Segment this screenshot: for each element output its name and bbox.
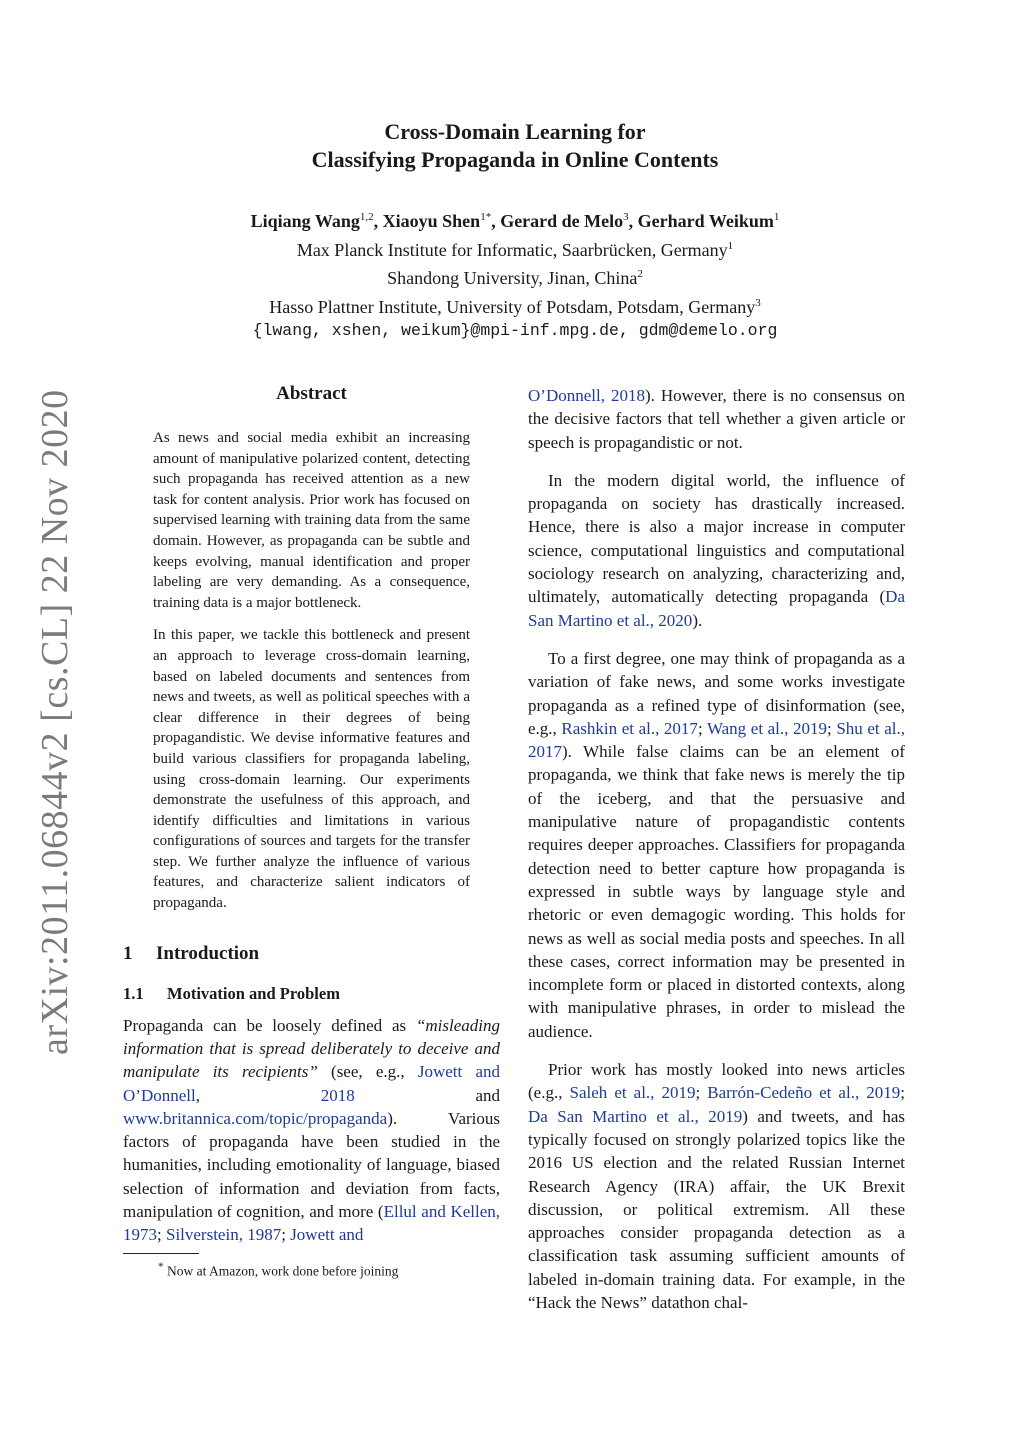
citation-link[interactable]: Da San Martino et al., 2019 bbox=[528, 1106, 743, 1126]
citation-link[interactable]: Ellul and Kellen, 1973 bbox=[123, 1202, 501, 1245]
affiliation-sup: 2 bbox=[637, 268, 643, 280]
intro-paragraph-3: To a first degree, one may think of propaganda as a variation of fake news, and some works investigate propaganda as a refined type of disinformation (see, e.g., Rashkin et al., 2017; Wang et al., 2019; Shu et al., 2017). While false claims can be an element of propaganda, we think that fake news is merely the tip of the iceberg, and that the persuasive and manipulative nature of propagandistic contents requires deeper approaches. Classifiers for propaganda detection need to better capture how propaganda is expressed in subtle ways by language style and rhetoric or even demagogic wording. This holds for news as well as social media posts and speeches. In all these cases, correct information may be presented in incomplete form or placed in distorted contexts, along with manipulative phrases, in order to mislead the audience. bbox=[528, 648, 906, 1041]
affiliation-text: Shandong University, Jinan, China bbox=[387, 268, 638, 288]
intro-paragraph-4: Prior work has mostly looked into news articles (e.g., Saleh et al., 2019; Barrón-Cedeño et al., 2019; Da San Martino et al., 2019) and tweets, and has typically focused on strongly polarized topics like the 2016 US election and the related Russian Internet Research Agency (IRA) affair, the UK Brexit discussion, or political extremism. All these approaches consider propaganda detection as a classification task assuming sufficient amounts of labeled in-domain training data. For example, in the “Hack the News” datathon chal- bbox=[528, 1060, 906, 1312]
citation-link[interactable]: Rashkin et al., 2017 bbox=[561, 718, 698, 738]
affiliation-text: Hasso Plattner Institute, University of Potsdam, Potsdam, Germany bbox=[269, 296, 756, 317]
abstract-paragraph-1: As news and social media exhibit an increasing amount of manipulative polarized content, detecting such propaganda has received attention as a new task for content analysis. Prior work has focused on supervised learning with training data from the same domain. However, as propaganda can be subtle and keeps evolving, manual identification and proper labeling are very demanding. As a consequence, training data is a major bottleneck. bbox=[153, 430, 470, 611]
abstract-paragraph-2: In this paper, we tackle this bottleneck and present an approach to leverage cross-domain learning, based on labeled documents and sentences from news and tweets, as well as political speeches with a clear difference in their degrees of being propagandistic. We devise informative features and build various classifiers for propaganda labeling, using cross-domain learning. Our experiments demonstrate the usefulness of this approach, and identify difficulties and limitations in various configurations of sources and targets for the transfer step. We further analyze the influence of various features, and characterize salient indicators of propaganda. bbox=[153, 627, 470, 912]
subsection-number: 1.1 bbox=[123, 983, 144, 1003]
citation-link[interactable]: Da San Martino et al., 2020 bbox=[528, 587, 905, 630]
author-affil-sup: 1,2 bbox=[359, 211, 374, 223]
footnote-marker: * bbox=[485, 211, 492, 223]
citation-link[interactable]: Barrón-Cedeño et al., 2019 bbox=[707, 1083, 901, 1103]
subsection-heading bbox=[123, 982, 500, 1006]
propaganda-definition-quote: “misleading information that is spread deliberately to deceive and manipulate its recipients” bbox=[123, 1015, 500, 1082]
left-column bbox=[123, 380, 500, 1280]
citation-link[interactable]: O’Donnell, 2018 bbox=[528, 386, 645, 405]
title-line-1: Cross-Domain Learning for bbox=[384, 119, 646, 144]
affiliation-1 bbox=[0, 234, 1024, 263]
author-affil-sup: 1 bbox=[480, 211, 486, 223]
citation-link[interactable]: Jowett and O’Donnell bbox=[123, 1062, 500, 1105]
intro-paragraph-1-continued: O’Donnell, 2018). However, there is no consensus on the decisive factors that tell whether a given article or speech is propagandistic or not. bbox=[528, 386, 905, 452]
citation-link[interactable]: Wang et al., 2019 bbox=[706, 718, 827, 738]
author-affil-sup: 1 bbox=[773, 211, 780, 223]
affiliation-2 bbox=[0, 262, 1024, 291]
affiliation-3 bbox=[0, 291, 1024, 320]
right-column bbox=[528, 384, 905, 1314]
author-emails: {lwang, xshen, weikum}@mpi-inf.mpg.de, gdm@demelo.org bbox=[252, 321, 778, 340]
intro-paragraph-1: Propaganda can be loosely defined as “misleading information that is spread deliberately to deceive and manipulate its recipients” (see, e.g., Jowett and O’Donnell, 2018 and www.britannica.com/topic/propaganda). Various factors of propaganda have been studied in the humanities, including emotionality of language, biased selection of information and deviation from facts, manipulation of cognition, and more (Ellul and Kellen, 1973; Silverstein, 1987; Jowett and bbox=[123, 1015, 501, 1245]
subsection-title: Motivation and Problem bbox=[167, 983, 340, 1003]
author-affil-sup: 3 bbox=[623, 211, 629, 223]
footnote-text: Now at Amazon, work done before joining bbox=[167, 1263, 399, 1279]
citation-link[interactable]: Saleh et al., 2019 bbox=[569, 1083, 696, 1103]
title-line-2: Classifying Propaganda in Online Contents bbox=[311, 147, 719, 172]
section-number: 1 bbox=[123, 942, 133, 964]
section-title: Introduction bbox=[156, 942, 260, 964]
arxiv-side-stamp: arXiv:2011.06844v2 [cs.CL] 22 Nov 2020 bbox=[34, 389, 76, 1055]
intro-paragraph-2: In the modern digital world, the influence of propaganda on society has drastically increased. Hence, there is also a major increase in computer science, computational linguistics and computational sociology research on analyzing, characterizing and, ultimately, automatically detecting propaganda (Da San Martino et al., 2020). bbox=[528, 470, 905, 630]
citation-link[interactable]: Jowett and bbox=[290, 1225, 364, 1245]
section-heading-introduction bbox=[123, 940, 500, 968]
citation-link[interactable]: 2018 bbox=[320, 1085, 355, 1105]
footnote-marker: * bbox=[158, 1260, 164, 1273]
author-name: Liqiang Wang bbox=[250, 211, 360, 231]
citation-link[interactable]: Silverstein, 1987 bbox=[165, 1225, 282, 1245]
footnote-rule bbox=[123, 1253, 199, 1254]
abstract-heading: Abstract bbox=[276, 383, 347, 404]
authors-block bbox=[0, 205, 1024, 344]
affiliation-sup: 3 bbox=[755, 296, 761, 309]
affiliation-sup: 1 bbox=[727, 239, 734, 252]
citation-link[interactable]: Shu et al., 2017 bbox=[528, 718, 906, 762]
author-name: , Gerhard Weikum bbox=[628, 211, 774, 231]
paper-title bbox=[0, 118, 1024, 174]
author-list bbox=[0, 205, 1024, 234]
britannica-url-link[interactable]: www.britannica.com/topic/propaganda bbox=[123, 1108, 388, 1128]
author-name: , Gerard de Melo bbox=[491, 211, 624, 231]
affiliation-text: Max Planck Institute for Informatic, Saarbrücken, Germany bbox=[296, 239, 728, 260]
footnote bbox=[123, 1258, 500, 1281]
author-name: , Xiaoyu Shen bbox=[373, 211, 481, 231]
